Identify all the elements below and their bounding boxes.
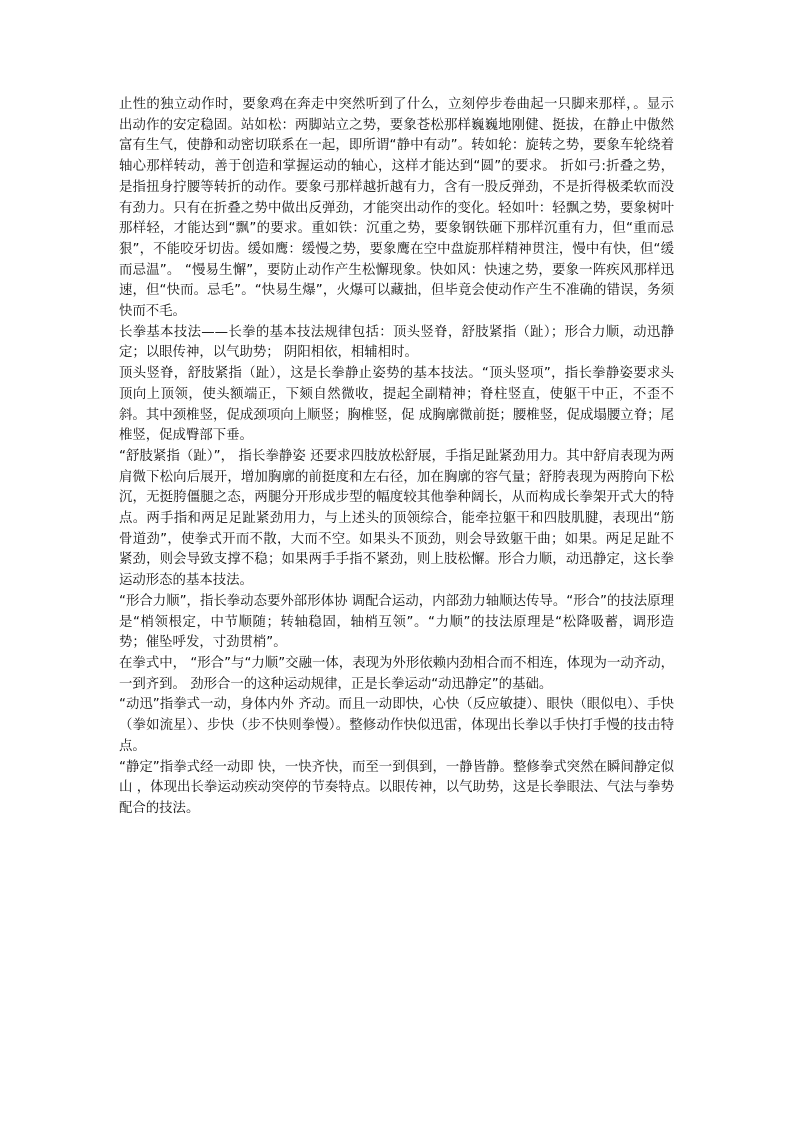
paragraph-stances: 止性的独立动作时，要象鸡在奔走中突然听到了什么，立刻停步卷曲起一只脚来那样，。显示出动作的安定稳固。站如松：两脚站立之势，要象苍松那样巍巍地刚健、挺拔，在静止中傲然富有生气，使静和动密切联系在一起，即所谓“静中有动”。转如轮：旋转之势，要象车轮绕着轴心那样转动，善于创造和掌握运动的轴心，这样才能达到“圆”的要求。 折如弓:折叠之势，是指扭身拧腰等转折的动作。要象弓那样越折越有力，含有一股反弹劲，不是折得极柔软而没有劲力。只有在折叠之势中做出反弹劲，才能突出动作的变化。轻如叶：轻飘之势，要象树叶那样轻，才能达到“飘”的要求。重如铁：沉重之势，要象钢铁砸下那样沉重有力，但“重而忌狠”，不能咬牙切齿。缓如鹰：缓慢之势，要象鹰在空中盘旋那样精神贯注，慢中有快，但“缓而忌温”。 “慢易生懈”，要防止动作产生松懈现象。快如风：快速之势，要象一阵疾风那样迅速，但“快而。忌毛”。“快易生爆”，火爆可以藏拙，但毕竟会使动作产生不准确的错误，务须快而不毛。: [119, 97, 674, 320]
paragraph-head-spine: 顶头竖脊，舒肢紧指（趾），这是长拳静止姿势的基本技法。“顶头竖项”，指长拳静姿要求头顶向上顶领，使头额端正，下颏自然微收，提起全副精神；脊柱竖直，使躯干中正，不歪不斜。其中颈椎竖，促成颈项向上顺竖；胸椎竖，促 成胸廓微前挺；腰椎竖，促成塌腰立脊；尾椎竖，促成臀部下垂。: [119, 366, 674, 444]
paragraph-basic-techniques: 长拳基本技法——长拳的基本技法规律包括：顶头竖脊，舒肢紧指（趾）；形合力顺，动迅静定；以眼传神，以气助势； 阴阳相依，相辅相时。: [119, 324, 674, 361]
paragraph-limbs-fingers: “舒肢紧指（趾）”， 指长拳静姿 还要求四肢放松舒展，手指足趾紧劲用力。其中舒肩表现为两肩微下松向后展开，增加胸廓的前挺度和左右径，加在胸廓的容气量；舒胯表现为两胯向下松沉，无挺胯僵腿之态，两腿分开形成步型的幅度较其他拳种阔长，从而构成长拳架开式大的特点。两手指和两足足趾紧劲用力，与上述头的顶领综合，能牵拉躯干和四肢肌腱，表现出“筋骨道劲”，使拳式开而不散，大而不空。如果头不顶劲，则会导致躯干曲；如果。两足足趾不紧劲，则会导致支撑不稳；如果两手手指不紧劲，则上肢松懈。形合力顺，动迅静定，这长拳运动形态的基本技法。: [119, 448, 674, 589]
paragraph-stillness: “静定”指拳式经一动即 快，一快齐快，而至一到俱到，一静皆静。整修拳式突然在瞬间静定似山 ，体现出长拳运动疾动突停的节奏特点。以眼传神，以气助势，这是长拳眼法、气法与拳势配合的技法。: [119, 759, 674, 816]
paragraph-swift-motion: “动迅”指拳式一动，身体内外 齐动。而且一动即快，心快（反应敏捷）、眼快（眼似电）、手快（拳如流星）、步快（步不快则拳慢）。整修动作快似迅雷，体现出长拳以手快打手慢的技击特点。: [119, 697, 674, 754]
paragraph-form-force-unity: 在拳式中， “形合”与“力顺”交融一体，表现为外形依赖内劲相合而不相连，体现为一动齐动，一到齐到。 劲形合一的这种运动规律，正是长拳运动“动迅静定”的基础。: [119, 655, 674, 692]
document-body: [119, 95, 674, 820]
paragraph-form-force: “形合力顺”，指长拳动态要外部形体协 调配合运动，内部劲力轴顺达传导。“形合”的技法原理是“梢领根定，中节顺随；转轴稳固，轴梢互领”。“力顺”的技法原理是“松降吸蓄，调形造势；催坠呼发，寸劲贯梢”。: [119, 593, 674, 651]
